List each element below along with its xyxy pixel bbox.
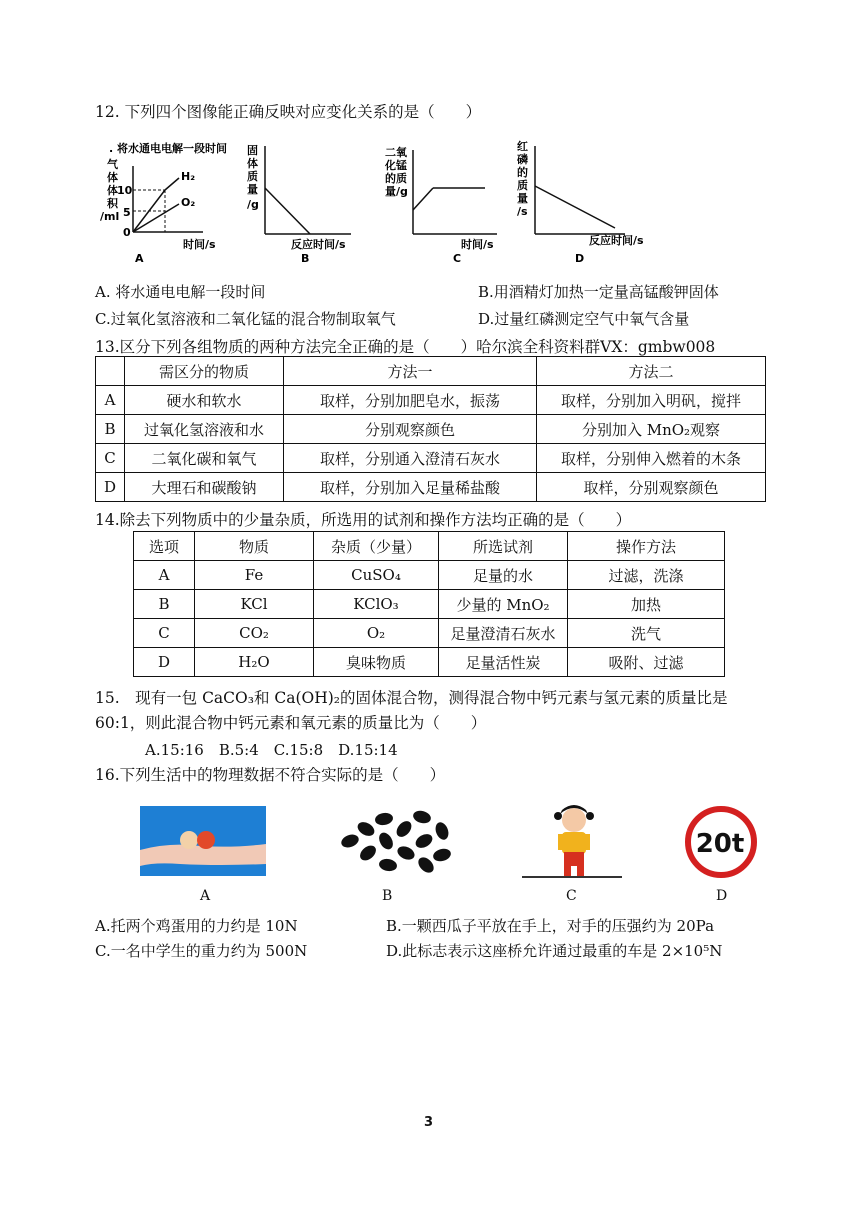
graph-b <box>247 143 351 265</box>
svg-text:20t: 20t <box>695 829 745 859</box>
table-row: A 硬水和软水 取样，分别加肥皂水，振荡 取样，分别加入明矾，搅拌 <box>96 386 766 415</box>
q16-option-a: A.托两个鸡蛋用的力约是 10N <box>95 917 298 935</box>
table-header-row: 需区分的物质 方法一 方法二 <box>96 357 766 386</box>
svg-text:/g: /g <box>247 198 259 211</box>
svg-text:量/g: 量/g <box>385 185 408 198</box>
q15-options: A.15:16 B.5:4 C.15:8 D.15:14 <box>145 741 398 759</box>
svg-text:化锰: 化锰 <box>385 159 407 172</box>
svg-text:积: 积 <box>107 197 118 210</box>
q16-option-b: B.一颗西瓜子平放在手上，对手的压强约为 20Pa <box>386 917 715 935</box>
image-student <box>540 800 610 880</box>
svg-text:0: 0 <box>123 226 131 239</box>
svg-text:B: B <box>301 252 310 265</box>
svg-text:量: 量 <box>517 192 528 205</box>
svg-text:D: D <box>575 252 585 265</box>
svg-text:H₂: H₂ <box>181 170 196 183</box>
q16-caption-a: A <box>200 888 211 904</box>
q12-option-c: C.过氧化氢溶液和二氧化锰的混合物制取氧气 <box>95 310 396 328</box>
page-number: 3 <box>424 1115 434 1130</box>
table-row: B 过氧化氢溶液和水 分别观察颜色 分别加入 MnO₂观察 <box>96 415 766 444</box>
table-row: B KCl KClO₃ 少量的 MnO₂ 加热 <box>134 590 725 619</box>
q12-graphs <box>95 138 655 268</box>
svg-text:固: 固 <box>247 144 258 157</box>
svg-text:A: A <box>135 252 144 265</box>
svg-text:时间/s: 时间/s <box>183 238 216 251</box>
q14-stem: 14.除去下列物质中的少量杂质，所选用的试剂和操作方法均正确的是（ ） <box>95 511 632 529</box>
svg-text:/s: /s <box>517 205 528 218</box>
q12-option-a: A. 将水通电电解一段时间 <box>95 283 266 301</box>
graph-a-title: . 将水通电电解一段时间 <box>109 142 228 155</box>
q16-caption-b: B <box>382 888 393 904</box>
q16-caption-c: C <box>566 888 577 904</box>
table-row: C 二氧化碳和氧气 取样，分别通入澄清石灰水 取样，分别伸入燃着的木条 <box>96 444 766 473</box>
svg-text:C: C <box>453 252 462 265</box>
svg-text:体: 体 <box>107 184 118 197</box>
svg-text:的质: 的质 <box>385 172 407 185</box>
q12-option-d: D.过量红磷测定空气中氧气含量 <box>478 310 690 328</box>
svg-text:时间/s: 时间/s <box>461 238 494 251</box>
q12-option-b: B.用酒精灯加热一定量高锰酸钾固体 <box>478 283 719 301</box>
svg-text:的: 的 <box>517 166 528 179</box>
q16-option-c: C.一名中学生的重力约为 500N <box>95 942 308 960</box>
q16-stem: 16.下列生活中的物理数据不符合实际的是（ ） <box>95 766 446 784</box>
svg-text:二氧: 二氧 <box>385 146 407 159</box>
svg-text:磷: 磷 <box>517 153 528 166</box>
svg-text:质: 质 <box>517 179 528 192</box>
table-row: D H₂O 臭味物质 足量活性炭 吸附、过滤 <box>134 648 725 677</box>
svg-text:体: 体 <box>247 157 258 170</box>
table-row: D 大理石和碳酸钠 取样，分别加入足量稀盐酸 取样，分别观察颜色 <box>96 473 766 502</box>
svg-text:O₂: O₂ <box>181 196 196 209</box>
q15-line1: 15. 现有一包 CaCO₃和 Ca(OH)₂的固体混合物，测得混合物中钙元素与氢元素的质量比是 <box>95 689 728 707</box>
svg-text:气: 气 <box>107 158 118 171</box>
image-watermelon-seeds <box>330 803 460 879</box>
svg-text:红: 红 <box>517 140 528 153</box>
q13-stem: 13.区分下列各组物质的两种方法完全正确的是（ ）哈尔滨全科资料群VX：gmbw008 <box>95 338 716 356</box>
q12-stem: 12. 下列四个图像能正确反映对应变化关系的是（ ） <box>95 103 482 121</box>
svg-text:体: 体 <box>107 171 118 184</box>
svg-text:反应时间/s: 反应时间/s <box>291 238 346 251</box>
svg-text:质: 质 <box>247 170 258 183</box>
image-hand-eggs <box>140 806 266 876</box>
image-weight-limit-sign <box>685 806 757 878</box>
table-header-row: 选项 物质 杂质（少量） 所选试剂 操作方法 <box>134 532 725 561</box>
svg-text:反应时间/s: 反应时间/s <box>589 234 644 247</box>
svg-text:/ml: /ml <box>100 210 120 223</box>
q16-caption-d: D <box>716 888 728 904</box>
q13-table <box>95 356 766 502</box>
graph-d <box>517 139 644 265</box>
svg-text:量: 量 <box>247 183 258 196</box>
q14-table <box>133 531 725 677</box>
table-row: A Fe CuSO₄ 足量的水 过滤，洗涤 <box>134 561 725 590</box>
graph-a <box>100 141 227 265</box>
table-row: C CO₂ O₂ 足量澄清石灰水 洗气 <box>134 619 725 648</box>
svg-text:5: 5 <box>123 206 131 219</box>
q16-option-d: D.此标志表示这座桥允许通过最重的车是 2×10⁵N <box>386 942 723 960</box>
graph-c <box>384 145 497 265</box>
q15-line2: 60:1，则此混合物中钙元素和氧元素的质量比为（ ） <box>95 714 487 732</box>
svg-text:10: 10 <box>117 184 133 197</box>
ground-line <box>522 876 622 878</box>
